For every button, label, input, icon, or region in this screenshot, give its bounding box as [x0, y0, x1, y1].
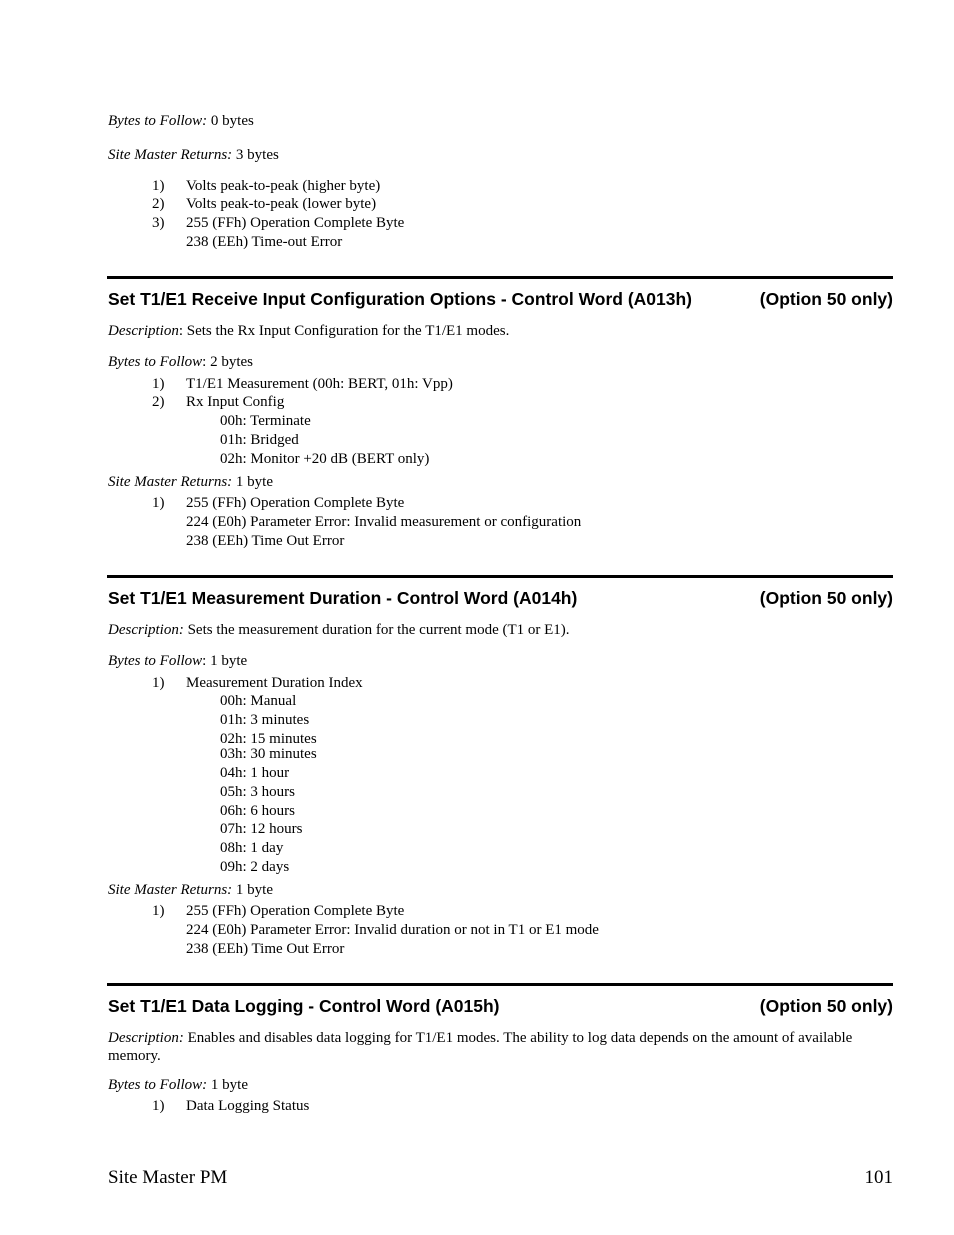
sub-item: 01h: 3 minutes [220, 712, 310, 728]
top-returns-line [108, 146, 279, 164]
bytes-line [108, 1076, 248, 1094]
bytes-to-follow-label: Bytes to Follow: [108, 113, 208, 129]
returns-label: Site Master Returns: [108, 882, 233, 898]
sub-item: 03h: 30 minutes [220, 746, 317, 762]
sub-item: 02h: Monitor +20 dB (BERT only) [220, 451, 430, 467]
returns-value: 3 bytes [232, 147, 279, 163]
section-option-note: (Option 50 only) [759, 289, 893, 309]
description-line [108, 621, 570, 639]
sub-item: 00h: Manual [220, 693, 297, 709]
sub-item: 04h: 1 hour [220, 765, 290, 781]
list-item-continuation: 238 (EEh) Time Out Error [186, 533, 345, 549]
section-divider [107, 983, 893, 986]
list-item-continuation: 238 (EEh) Time Out Error [186, 941, 345, 957]
returns-label: Site Master Returns: [108, 474, 233, 490]
description-text: : Sets the Rx Input Configuration for the T1/E1 modes. [178, 323, 510, 339]
returns-value: 1 byte [232, 882, 273, 898]
sub-item: 01h: Bridged [220, 432, 299, 448]
returns-label: Site Master Returns: [108, 147, 233, 163]
section-option-note: (Option 50 only) [759, 996, 893, 1016]
page-number: 101 [864, 1167, 893, 1188]
description-text: Sets the measurement duration for the current mode (T1 or E1). [183, 622, 570, 638]
bytes-to-follow-value: : 2 bytes [202, 354, 253, 370]
description-label: Description: [108, 1030, 184, 1046]
description-line [108, 322, 509, 340]
bytes-to-follow-value: 0 bytes [207, 113, 254, 129]
bytes-line [108, 652, 247, 670]
list-item-continuation: 238 (EEh) Time-out Error [186, 234, 343, 250]
description-label: Description [108, 323, 179, 339]
sub-item: 05h: 3 hours [220, 784, 295, 800]
description-paragraph [108, 1029, 894, 1065]
sub-item: 08h: 1 day [220, 840, 284, 856]
returns-value: 1 byte [232, 474, 273, 490]
sub-item: 06h: 6 hours [220, 803, 295, 819]
section-title: Set T1/E1 Data Logging - Control Word (A015h) [108, 996, 500, 1016]
bytes-to-follow-value: 1 byte [207, 1077, 248, 1093]
bytes-to-follow-label: Bytes to Follow [108, 653, 203, 669]
description-text: Enables and disables data logging for T1/E1 modes. The ability to log data depends on the amount of available memory. [108, 1030, 853, 1064]
returns-line [108, 473, 273, 491]
section-title: Set T1/E1 Receive Input Configuration Options - Control Word (A013h) [108, 289, 693, 309]
bytes-to-follow-value: : 1 byte [202, 653, 248, 669]
top-bytes-line [108, 112, 254, 130]
list-item-continuation: 224 (E0h) Parameter Error: Invalid duration or not in T1 or E1 mode [186, 922, 599, 938]
footer-product-name: Site Master PM [108, 1167, 228, 1188]
sub-item: 00h: Terminate [220, 413, 311, 429]
sub-item: 02h: 15 minutes [220, 731, 317, 747]
section-divider [107, 276, 893, 279]
sub-item: 09h: 2 days [220, 859, 290, 875]
list-item-continuation: 224 (E0h) Parameter Error: Invalid measurement or configuration [186, 514, 582, 530]
sub-item: 07h: 12 hours [220, 821, 303, 837]
section-divider [107, 575, 893, 578]
bytes-to-follow-label: Bytes to Follow [108, 354, 203, 370]
description-label: Description: [108, 622, 184, 638]
bytes-to-follow-label: Bytes to Follow: [108, 1077, 208, 1093]
returns-line [108, 881, 273, 899]
section-option-note: (Option 50 only) [759, 588, 893, 608]
section-title: Set T1/E1 Measurement Duration - Control Word (A014h) [108, 588, 578, 608]
bytes-line [108, 353, 253, 371]
